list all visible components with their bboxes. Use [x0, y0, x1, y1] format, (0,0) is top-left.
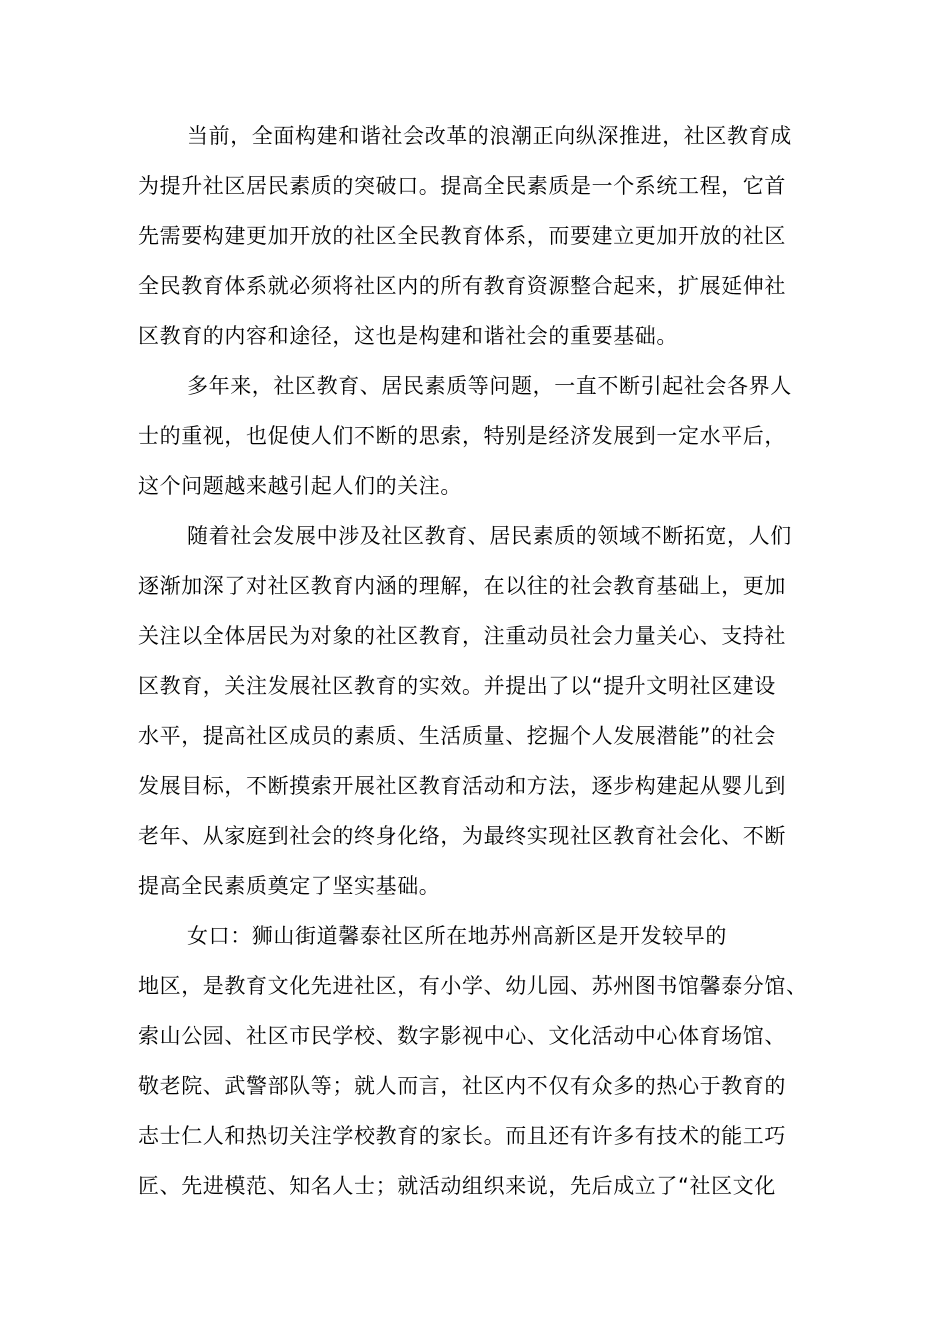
paragraph-1-line-2: 为提升社区居民素质的突破口。提高全民素质是一个系统工程，它首 [138, 174, 786, 198]
paragraph-1-line-5: 区教育的内容和途径，这也是构建和谐社会的重要基础。 [138, 324, 678, 348]
paragraph-4-line-1: 女口：狮山街道馨泰社区所在地苏州高新区是开发较早的 [187, 924, 727, 948]
paragraph-3-line-6: 发展目标，不断摸索开展社区教育活动和方法，逐步构建起从婴儿到 [138, 774, 786, 798]
paragraph-4-line-4: 敬老院、武警部队等；就人而言，社区内不仅有众多的热心于教育的 [138, 1074, 786, 1098]
paragraph-4-line-3: 索山公园、社区市民学校、数字影视中心、文化活动中心体育场馆、 [138, 1024, 786, 1048]
paragraph-1-line-1: 当前，全面构建和谐社会改革的浪潮正向纵深推进，社区教育成 [187, 124, 792, 148]
paragraph-3-line-4: 区教育，关注发展社区教育的实效。并提出了以“提升文明社区建设 [138, 674, 776, 698]
paragraph-1-line-4: 全民教育体系就必须将社区内的所有教育资源整合起来，扩展延伸社 [138, 274, 786, 298]
paragraph-2-line-3: 这个问题越来越引起人们的关注。 [138, 474, 462, 498]
paragraph-1-line-3: 先需要构建更加开放的社区全民教育体系，而要建立更加开放的社区 [138, 224, 786, 248]
paragraph-3-line-1: 随着社会发展中涉及社区教育、居民素质的领域不断拓宽，人们 [187, 524, 792, 548]
paragraph-4-line-5: 志士仁人和热切关注学校教育的家长。而且还有许多有技术的能工巧 [138, 1124, 786, 1148]
paragraph-3-line-3: 关注以全体居民为对象的社区教育，注重动员社会力量关心、支持社 [138, 624, 786, 648]
paragraph-2-line-2: 士的重视，也促使人们不断的思索，特别是经济发展到一定水平后， [138, 424, 786, 448]
paragraph-3-line-5: 水平，提高社区成员的素质、生活质量、挖掘个人发展潜能”的社会 [138, 724, 776, 748]
paragraph-3-line-7: 老年、从家庭到社会的终身化络，为最终实现社区教育社会化、不断 [138, 824, 786, 848]
paragraph-3-line-2: 逐渐加深了对社区教育内涵的理解，在以往的社会教育基础上，更加 [138, 574, 786, 598]
paragraph-4-line-2: 地区，是教育文化先进社区，有小学、幼儿园、苏州图书馆馨泰分馆、 [138, 974, 808, 998]
paragraph-2-line-1: 多年来，社区教育、居民素质等问题，一直不断引起社会各界人 [187, 374, 792, 398]
paragraph-3-line-8: 提高全民素质奠定了坚实基础。 [138, 874, 441, 898]
paragraph-4-line-6: 匠、先进模范、知名人士；就活动组织来说，先后成立了“社区文化 [138, 1174, 776, 1198]
